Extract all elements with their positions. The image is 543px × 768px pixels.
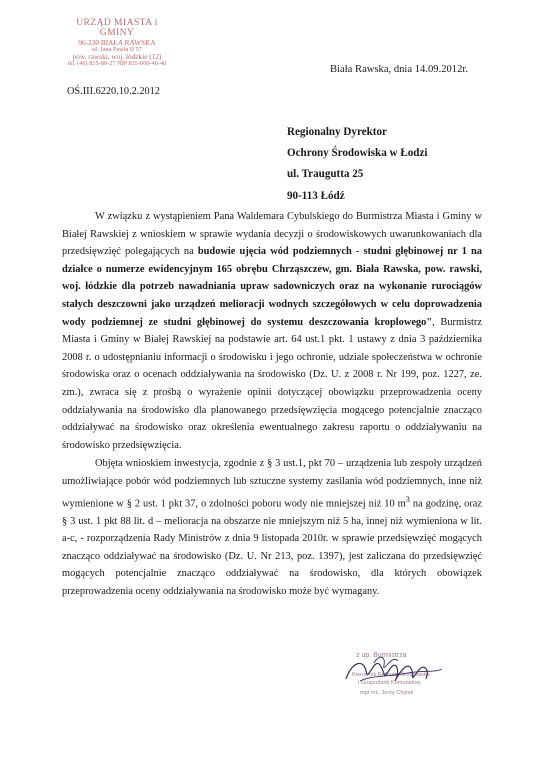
letterhead-address-line: 96-230 BIAŁA RAWSKA [78, 37, 156, 47]
letterhead-name: URZĄD MIASTA i GMINY [76, 17, 158, 39]
project-description: budowie ujęcia wód podziemnych - studni głębinowej nr 1 na działce o numerze ewidencyjnym 165 obrębu Chrząszczew, gm. Biała Rawska, pow. rawski, woj. łódzkie dla potrzeb nawadniania upraw sadowniczych oraz na wykonanie rurociągów stałych deszczowni jako urządzeń melioracji wodnych szczegółowych w celu doprowadzenia wody podziemnej ze studni głębinowej do systemu deszczowania kroplowego" [62, 246, 482, 328]
addressee-line: 90-113 Łódź [287, 189, 345, 202]
body-paragraph [62, 208, 482, 454]
office-letterhead-stamp [60, 18, 174, 68]
reference-number: OŚ.III.6220.10.2.2012 [67, 86, 160, 97]
superscript: 3 [405, 493, 410, 504]
signature-stamp-line: mgr inż. Jerzy Chylak [360, 690, 414, 696]
signature-stamp-line: i Gospodarki Komunalnej [358, 680, 421, 686]
paragraph-text: Objęta wnioskiem inwestycja, zgodnie z § 3 ust.1, pkt 70 – urządzenia lub zespoły urządzeń umożliwiające pobór wód podziemnych lub sztuczne systemy zasilania wód podziemnych, inne niż wymienione w § 2 ust. 1 pkt 37, o zdolności poboru wody nie mniejszej niż 10 m [62, 458, 482, 509]
handwritten-signature [338, 651, 458, 707]
paragraph-text: W związku z wystąpieniem Pana Waldemara Cybulskiego do Burmistrza Miasta i Gminy w Białej Rawskiej z wnioskiem w sprawie wydania decyzji o środowiskowych uwarunkowaniach dla przedsięwzięć polegających na [62, 211, 482, 258]
addressee-block [287, 122, 427, 207]
letter-body [62, 208, 482, 601]
letterhead-address-line: pow. rawski, woj. łódzkie (12) [72, 52, 162, 62]
addressee-line: Regionalny Dyrektor [287, 126, 387, 138]
signature-stamp [338, 651, 458, 707]
signature-stamp-line: Kierownik Referatu Środowiska [352, 672, 430, 678]
letterhead-address-line: tel. (46) 815-80-27 NIP 835-000-40-40 [67, 60, 167, 68]
paragraph-text: na godzinę, oraz § 3 ust. 1 pkt 88 lit. d – melioracja na obszarze nie mniejszym niż 5 ha, innej niż wymieniona w lit. a-c, - rozporządzenia Rady Ministrów z dnia 9 listopada 2010r. w sprawie przedsięwzięć mogących znacząco oddziaływać na środowisko (Dz. U. Nr 213, poz. 1397), jest zaliczana do przedsięwzięć mogących potencjalnie znacząco oddziaływać na środowisko, dla których obowiązek przeprowadzenia oceny oddziaływania na środowisko może być wymagany. [62, 497, 482, 597]
addressee-line: Ochrony Środowiska w Łodzi [287, 147, 428, 160]
letterhead-address-line: ul. Jana Pawła II 57 [92, 45, 142, 53]
body-paragraph [62, 455, 482, 600]
addressee-line: ul. Traugutta 25 [287, 168, 364, 181]
paragraph-text: , Burmistrz Miasta i Gminy w Białej Rawskiej na podstawie art. 64 ust.1 pkt. 1 ustawy z dnia 3 października 2008 r. o udostępnianiu informacji o środowisku i jego ochronie, udziale społeczeństwa w ochronie środowiska oraz o ocenach oddziaływania na środowisko (Dz. U. z 2008 r. Nr 199, poz. 1227, ze. zm.), zwraca się z prośbą o wyrażenie opinii dotyczącej obowiązku przeprowadzenia oceny oddziaływania na środowisko dla planowanego przedsięwzięcia mogącego potencjalnie znacząco oddziaływać na środowisko oraz określenia ewentualnego zakresu raportu o oddziaływaniu na środowisko przedsięwzięcia. [62, 316, 482, 451]
place-and-date: Biała Rawska, dnia 14.09.2012r. [330, 64, 468, 75]
signature-stamp-line: z up. Burmistrza [356, 652, 407, 659]
